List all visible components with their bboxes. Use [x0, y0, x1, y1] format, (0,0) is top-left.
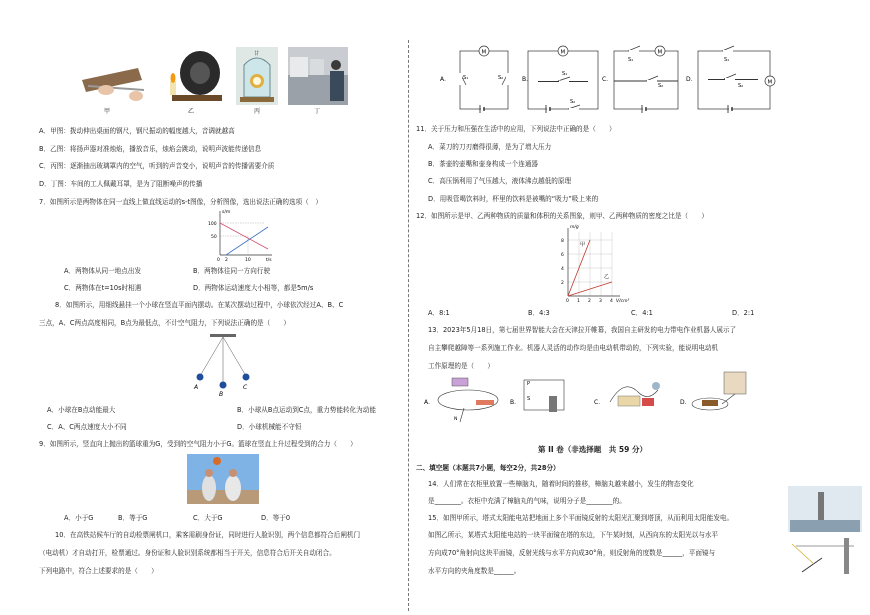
q6-caption-yi: 乙 [188, 108, 195, 115]
q7-tick-100: 100 [208, 222, 217, 227]
q13-figure-b [510, 380, 564, 417]
q12-mv-graph [554, 222, 634, 304]
q9-basketball-photo [187, 454, 259, 504]
q8-option-a: A．小球在B点动能最大 [47, 406, 116, 414]
q15-solar-figure [788, 486, 862, 582]
q6-caption-ding: 丁 [314, 108, 321, 115]
svg-text:B．: B． [522, 76, 533, 83]
svg-text:C．: C． [602, 76, 613, 83]
q13-stem-line1: 13．2023年5月18日，第七届世界智能大会在天津拉开帷幕，我国自主研发的电力带电作业机器人展示了 [428, 326, 737, 334]
q12-option-d: D．2:1 [732, 309, 755, 317]
q10-stem-line1: 10．在高铁站候车厅的自动检票闸机口，乘客需刷身份证，同时进行人脸识别，两个信息都符合后闸机门 [55, 531, 361, 539]
svg-text:N: N [454, 417, 458, 422]
q8-ball-c [243, 374, 250, 381]
q10-circuit-a [440, 46, 510, 113]
q10-circuit-b [522, 46, 598, 113]
q6-caption-bing: 丙 [254, 108, 261, 115]
section2-title: 二、填空题（本题共7小题，每空2分，共28分） [416, 464, 560, 472]
q6-figure-bing [236, 47, 278, 105]
q12-tick-4: 4 [561, 267, 564, 272]
q9-option-d: D．等于0 [261, 514, 291, 522]
q12-axis-x: V/cm³ [616, 299, 630, 304]
q13-experiment-figures [424, 370, 774, 426]
q6-option-d: D．丁图：车间的工人佩戴耳罩，是为了阻断噪声的传播 [39, 180, 203, 188]
q10-circuits [428, 45, 778, 115]
q8-ball-a [197, 374, 204, 381]
svg-text:S₂: S₂ [498, 75, 504, 81]
q11-option-b: B．茶壶的壶嘴和壶身构成一个连通器 [428, 160, 539, 168]
q9-option-a: A．小于G [64, 514, 94, 522]
svg-text:P: P [527, 381, 531, 387]
q11-option-d: D．用吸管喝饮料时，杯里的饮料是被嘴的“吸力”吸上来的 [428, 195, 599, 203]
q7-option-a: A．两物体从同一地点出发 [64, 267, 142, 275]
q13-stem-line3: 工作原理的是（ ） [428, 362, 494, 370]
q8-label-c: C [243, 384, 248, 391]
q7-tick-50: 50 [211, 235, 217, 240]
q12-tick-x1: 1 [577, 299, 580, 304]
q14-line2: 是________。衣柜中充满了樟脑丸的气味，说明分子是________的。 [428, 497, 626, 505]
q6-figure-jia [78, 60, 146, 104]
q8-stem-line1: 8．如图所示，用细线悬挂一个小球在竖直平面内摆动。在某次摆动过程中，小球依次经过A、B、C [55, 301, 344, 309]
left-column [0, 0, 405, 615]
q9-option-b: B．等于G [118, 514, 148, 522]
svg-text:A．: A． [424, 399, 435, 406]
q13-figure-d [680, 372, 746, 410]
svg-text:S₁: S₁ [463, 75, 469, 81]
q12-option-b: B．4:3 [528, 309, 550, 317]
q14-line1: 14．人们常在衣柜里放置一些樟脑丸，随着时间的推移，樟脑丸越来越小，发生的物态变化 [428, 480, 694, 488]
column-divider [408, 40, 409, 611]
q12-tick-2: 2 [561, 281, 564, 286]
q10-stem-line2: （电动机）才自动打开，检票通过。身份证和人脸识别系统都相当于开关，信息符合后开关自动闭合。 [39, 549, 336, 557]
q12-tick-6: 6 [561, 253, 564, 258]
q12-stem: 12．如图所示是甲、乙两种物质的质量和体积的关系图象，则甲、乙两种物质的密度之比是（ ） [416, 212, 708, 220]
svg-text:B．: B． [510, 399, 521, 406]
q7-option-b: B．两物体往同一方向行驶 [193, 267, 271, 275]
svg-text:甘: 甘 [254, 51, 260, 57]
q7-option-d: D．两物体运动速度大小相等，都是5m/s [193, 284, 314, 292]
q13-stem-line2: 自主攀爬越障等一系列施工作业。机器人灵活的动作均是由电动机带动的，下列实验，能说明电动机 [428, 344, 719, 352]
q11-option-c: C．高压锅利用了气压越大，液体沸点越低的原理 [428, 177, 572, 185]
q8-ball-b [220, 382, 227, 389]
q15-line2: 如图乙所示，某塔式太阳能电站的一块平面镜在塔的东边，下午某时刻，从西向东的太阳光以与水平 [428, 531, 719, 539]
svg-text:M: M [560, 49, 566, 56]
q12-tick-x4: 4 [610, 299, 613, 304]
q15-line4: 水平方向的夹角度数是______。 [428, 567, 521, 575]
q12-series-jia: 甲 [580, 242, 586, 248]
q7-tick-2: 2 [225, 258, 228, 263]
q7-tick-0: 0 [217, 258, 220, 263]
q12-tick-x0: 0 [566, 299, 569, 304]
q9-stem: 9．如图所示，竖直向上抛出的篮球重为G，受到的空气阻力小于G。篮球在竖直上升过程受到的合力（ ） [39, 440, 357, 448]
q13-figure-a [424, 378, 498, 422]
svg-text:C．: C． [594, 399, 605, 406]
q7-option-c: C．两物体在t=10s时相遇 [64, 284, 142, 292]
q9-option-c: C．大于G [193, 514, 223, 522]
q11-option-a: A．菜刀的刀刃磨得很薄，是为了增大压力 [428, 143, 552, 151]
q15-line1: 15．如图甲所示，塔式太阳能电站把地面上多个平面镜反射的太阳光汇聚到塔顶，从而利用太阳能发电。 [428, 514, 734, 522]
q8-pendulum-figure [188, 334, 258, 396]
q7-axis-x: t/s [266, 258, 272, 263]
q7-tick-10: 10 [245, 258, 251, 263]
q10-circuit-c [602, 46, 678, 113]
svg-text:S₂: S₂ [658, 83, 664, 89]
svg-text:M: M [657, 49, 663, 56]
q7-axis-y: s/m [222, 210, 231, 215]
q15-line3: 方向成70°角射向这块平面镜，反射光线与水平方向成30°角，则反射角的度数是______，平面镜与 [428, 549, 716, 557]
q6-caption-jia: 甲 [104, 108, 111, 115]
q12-tick-x3: 3 [599, 299, 602, 304]
q8-label-b: B [219, 391, 224, 396]
svg-text:S₂: S₂ [570, 99, 576, 105]
svg-text:S₁: S₁ [628, 57, 634, 63]
q7-stem: 7．如图所示是两物体在同一直线上做直线运动的s-t图像，分析图像，选出说法正确的选项（ ） [39, 198, 322, 206]
q12-axis-y: m/g [570, 225, 579, 230]
svg-text:M: M [481, 49, 487, 56]
q8-option-b: B．小球从B点运动到C点，重力势能转化为动能 [237, 406, 376, 414]
svg-text:D．: D． [686, 76, 697, 83]
q12-tick-8: 8 [561, 239, 564, 244]
q8-stem-line2: 三点，A、C两点高度相同，B点为最低点，不计空气阻力，下列说法正确的是（ ） [39, 319, 291, 327]
q12-series-yi: 乙 [604, 274, 610, 280]
svg-text:S: S [527, 396, 531, 402]
q6-option-c: C．丙图：逐渐抽出玻璃罩内的空气，听到的声音变小，说明声音的传播需要介质 [39, 162, 275, 170]
svg-text:M: M [767, 79, 773, 86]
q6-option-b: B．乙图：将扬声器对准烛焰，播放音乐，烛焰会跳动，说明声波能传递信息 [39, 145, 262, 153]
q9-ball [213, 457, 221, 465]
q10-stem-line3: 下列电路中，符合上述要求的是（ ） [39, 567, 158, 575]
q10-circuit-d [686, 46, 775, 113]
q6-figure-yi [166, 47, 226, 105]
part2-title: 第 II 卷（非选择题 共 59 分） [538, 445, 647, 454]
svg-text:S₁: S₁ [562, 71, 568, 77]
q7-line-2 [226, 227, 268, 255]
svg-text:S₁: S₁ [724, 57, 730, 63]
q7-line-1 [220, 223, 268, 249]
q12-option-a: A．8:1 [428, 309, 450, 317]
svg-text:A．: A． [440, 76, 451, 83]
q6-figure-ding [288, 47, 348, 105]
q11-stem: 11．关于压力和压强在生活中的应用，下列说法中正确的是（ ） [416, 125, 616, 133]
q8-option-d: D．小球机械能不守恒 [237, 423, 302, 431]
q13-figure-c [594, 382, 660, 406]
q7-st-graph [206, 207, 276, 263]
right-column [414, 0, 870, 615]
q12-tick-x2: 2 [588, 299, 591, 304]
svg-text:D．: D． [680, 399, 691, 406]
q12-option-c: C．4:1 [631, 309, 653, 317]
q8-option-c: C．A、C两点速度大小不同 [47, 423, 127, 431]
q6-option-a: A．甲图：拨动伸出桌面的钢尺，钢尺振动的幅度越大，音调就越高 [39, 127, 235, 135]
svg-text:S₂: S₂ [738, 83, 744, 89]
q8-label-a: A [194, 384, 199, 391]
